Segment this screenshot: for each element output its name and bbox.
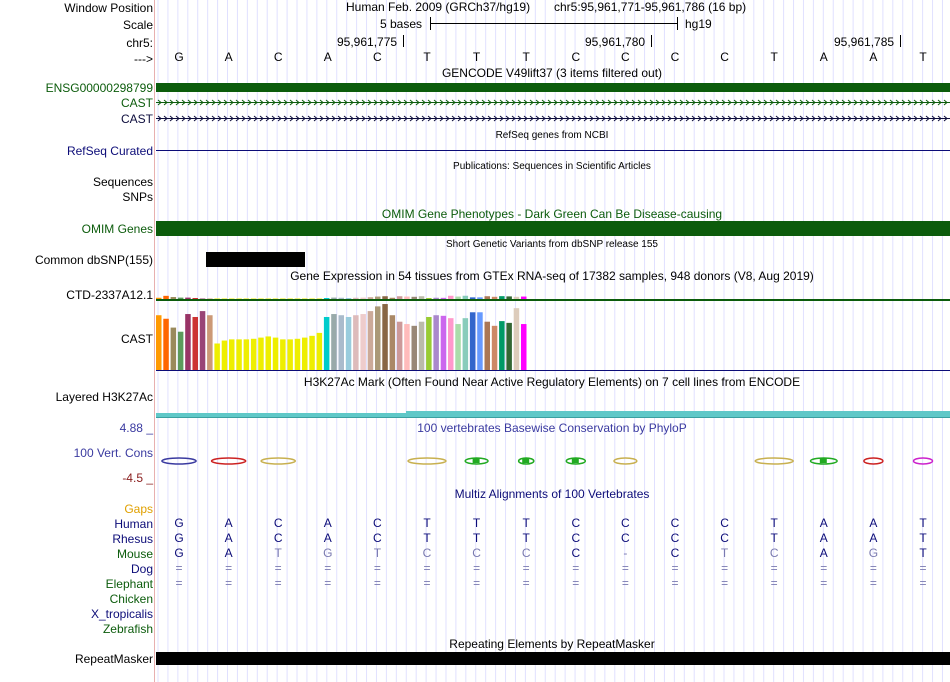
gtex-cast-label[interactable]: CAST [120,332,153,346]
base-letter: T [770,50,778,64]
multiz-base: T [472,516,481,530]
phylop-logo-mark[interactable] [212,458,246,464]
multiz-species-label[interactable]: X_tropicalis [90,607,153,621]
gtex-small-bar[interactable] [412,297,418,299]
phylop-logo[interactable] [156,454,950,468]
multiz-base: G [174,531,184,545]
gtex-small-bar[interactable] [324,298,330,299]
multiz-base: G [323,546,333,560]
gtex-small-bar[interactable] [200,299,206,300]
multiz-base: T [919,531,927,545]
multiz-base: C [521,546,531,560]
multiz-base: C [373,516,382,530]
multiz-base: = [423,561,431,575]
gtex-tissue-bar[interactable] [404,324,410,370]
multiz-base: C [373,531,382,545]
gtex-tissue-bar[interactable] [492,326,498,370]
base-letter: A [819,50,828,64]
multiz-base: = [225,561,233,575]
gencode-track-title[interactable]: GENCODE V49lift37 (3 items filtered out) [441,66,663,80]
base-letter: C [373,50,382,64]
pubs-track-title[interactable]: Publications: Sequences in Scientific Articles [453,161,651,172]
gtex-tissue-bar[interactable] [178,332,184,370]
phylop-logo-block [522,458,529,463]
base-letter: T [423,50,431,64]
gtex-small-bar[interactable] [382,296,388,299]
gtex-tissue-bar[interactable] [426,317,432,370]
gtex-small-bar[interactable] [280,299,286,300]
omim-track-title[interactable]: OMIM Gene Phenotypes - Dark Green Can Be Disease-causing [381,207,723,221]
gtex-small-bar[interactable] [244,299,250,300]
multiz-base: T [274,546,282,560]
phylop-logo-block [473,458,480,463]
gtex-tissue-bar[interactable] [156,315,162,370]
gtex-tissue-bar[interactable] [463,318,469,370]
gtex-tissue-bar[interactable] [331,314,337,370]
gencode-cast-1-feature[interactable] [156,97,950,108]
gtex-tissue-bar[interactable] [214,343,220,370]
base-letter: A [224,50,233,64]
gtex-small-bar[interactable] [521,297,527,299]
base-letter: C [571,50,581,64]
gtex-small-bar[interactable] [404,297,410,299]
multiz-base: C [720,516,729,530]
gtex-small-bar[interactable] [317,299,323,300]
multiz-base: T [423,531,431,545]
gtex-small-bar[interactable] [273,299,279,300]
phylop-max-label: 4.88 _ [119,421,153,435]
omim-genes-label[interactable]: OMIM Genes [81,222,153,236]
pubs-sequences-label[interactable]: Sequences [92,175,153,189]
gtex-small-bar[interactable] [171,297,177,299]
multiz-base: = [770,561,778,575]
gtex-tissue-bar[interactable] [477,312,483,370]
gtex-small-bar[interactable] [463,296,469,299]
multiz-base: = [820,576,828,590]
multiz-base: C [571,516,581,530]
gtex-tissue-bar[interactable] [207,315,213,370]
multiz-base: = [225,576,233,590]
gtex-tissue-bar[interactable] [455,324,461,370]
multiz-base: = [671,576,679,590]
gtex-cast-bars[interactable] [156,300,950,370]
multiz-base: T [919,546,927,560]
phylop-logo-mark[interactable] [408,458,446,464]
multiz-base: C [273,531,283,545]
multiz-base: A [819,516,828,530]
multiz-base: G [174,546,184,560]
base-letter: A [869,50,878,64]
window-position-label: Window Position [64,1,153,15]
scale-db: hg19 [685,17,712,31]
gtex-tissue-bar[interactable] [506,323,512,370]
gtex-small-bar[interactable] [185,298,191,299]
coord-tick-1: 95,961,775 [337,35,398,49]
multiz-base: C [670,531,680,545]
multiz-base: T [919,516,927,530]
gtex-small-bar[interactable] [514,297,520,299]
multiz-base: = [621,561,629,575]
gtex-small-bar[interactable] [309,299,315,300]
pubs-snps-label[interactable]: SNPs [122,190,153,204]
gtex-tissue-bar[interactable] [273,338,279,370]
multiz-base: C [720,531,729,545]
gtex-tissue-bar[interactable] [448,318,454,370]
gtex-small-bar[interactable] [353,298,359,299]
gtex-tissue-bar[interactable] [266,336,272,370]
h3k27ac-label[interactable]: Layered H3K27Ac [55,390,153,404]
gtex-tissue-bar[interactable] [280,339,286,370]
multiz-base: = [919,576,927,590]
omim-gene-feature[interactable] [156,221,950,236]
base-letter: C [273,50,283,64]
gtex-small-bar[interactable] [375,297,381,299]
gtex-tissue-bar[interactable] [346,317,352,370]
phylop-label[interactable]: 100 Vert. Cons [73,446,153,460]
multiz-base: = [175,561,183,575]
gtex-tissue-bar[interactable] [171,328,177,370]
multiz-base: = [522,576,530,590]
gtex-small-bar[interactable] [390,298,396,299]
gtex-small-bar[interactable] [360,298,366,299]
gtex-small-bar[interactable] [477,297,483,299]
multiz-species-label[interactable]: Mouse [116,547,153,561]
multiz-base: = [175,576,183,590]
multiz-species-label[interactable]: Zebrafish [102,622,153,636]
multiz-base: C [670,546,680,560]
dbsnp-track-title[interactable]: Short Genetic Variants from dbSNP release 155 [446,239,658,250]
gtex-tissue-bar[interactable] [251,339,257,370]
phylop-logo-block [572,458,579,463]
gtex-tissue-bar[interactable] [324,317,330,370]
gtex-small-bar[interactable] [178,298,184,299]
gtex-small-bar[interactable] [441,298,447,299]
multiz-species-label[interactable]: Dog [130,562,153,576]
base-letter: G [174,50,184,64]
gtex-ctd-bars[interactable] [156,292,950,300]
gtex-tissue-bar[interactable] [258,338,264,370]
gtex-small-bar[interactable] [302,299,308,300]
multiz-base: = [671,561,679,575]
gtex-small-bar[interactable] [214,299,220,300]
base-letter: C [670,50,680,64]
gtex-cast-baseline [156,370,950,371]
multiz-species-label[interactable]: Elephant [105,577,153,591]
phylop-logo-mark[interactable] [864,458,883,464]
multiz-base: - [623,546,628,560]
gtex-tissue-bar[interactable] [419,322,425,370]
gtex-small-bar[interactable] [236,299,242,300]
multiz-base: C [273,516,283,530]
gtex-tissue-bar[interactable] [229,339,235,370]
gtex-small-bar[interactable] [339,298,345,299]
multiz-base: A [869,531,878,545]
multiz-base: C [422,546,432,560]
gtex-small-bar[interactable] [455,297,461,299]
multiz-base: = [373,576,381,590]
h3k27ac-signal-edge [156,417,950,418]
gtex-small-bar[interactable] [266,299,272,300]
multiz-base: C [571,546,581,560]
refseq-track-title[interactable]: RefSeq genes from NCBI [495,130,609,141]
phylop-logo-mark[interactable] [914,458,933,464]
coord-tick-mark-3 [900,35,901,47]
gtex-tissue-bar[interactable] [193,317,199,370]
gtex-small-bar[interactable] [193,298,199,299]
dbsnp-label[interactable]: Common dbSNP(155) [34,253,153,267]
gtex-tissue-bar[interactable] [317,333,323,370]
gtex-small-bar[interactable] [506,296,512,299]
multiz-base: = [324,576,332,590]
multiz-base: = [820,561,828,575]
scale-label: Scale [122,18,153,32]
gtex-tissue-bar[interactable] [287,339,293,370]
multiz-base: C [621,516,630,530]
gtex-tissue-bar[interactable] [514,308,520,370]
base-letter: C [621,50,630,64]
repeatmasker-track-title[interactable]: Repeating Elements by RepeatMasker [449,637,655,651]
gtex-tissue-bar[interactable] [339,315,345,370]
phylop-logo-mark[interactable] [755,458,793,464]
multiz-base: = [869,576,877,590]
base-letter: T [472,50,481,64]
gtex-small-bar[interactable] [251,299,257,300]
phylop-min-label: -4.5 _ [122,471,153,485]
label-panel-divider [154,0,155,682]
scale-bar-right-tick [677,17,678,30]
multiz-base: C [472,546,481,560]
h3k27ac-signal-high [406,411,950,417]
gtex-tissue-bar[interactable] [244,339,250,370]
gtex-small-bar[interactable] [485,296,491,299]
multiz-species-label[interactable]: Human [114,517,153,531]
multiz-base: T [770,531,778,545]
gtex-small-bar[interactable] [433,298,439,299]
multiz-base: T [522,516,530,530]
coord-tick-mark-1 [403,35,404,47]
multiz-base: = [721,561,729,575]
gtex-small-bar[interactable] [492,297,498,299]
gtex-small-bar[interactable] [368,297,374,299]
gtex-tissue-bar[interactable] [222,341,228,370]
gtex-small-bar[interactable] [331,298,337,299]
multiz-base: C [670,516,680,530]
h3k27ac-signal-low [156,413,406,417]
base-letter: T [919,50,927,64]
multiz-base: = [522,561,530,575]
multiz-base: T [373,546,382,560]
multiz-base: T [720,546,729,560]
gtex-tissue-bar[interactable] [368,311,374,370]
strand-arrow-label: ---> [134,52,153,66]
multiz-base: G [868,546,879,560]
phylop-logo-mark[interactable] [614,458,637,464]
gtex-tissue-bar[interactable] [441,316,447,370]
multiz-base: A [224,516,233,530]
refseq-curated-line[interactable] [156,150,950,151]
gtex-small-bar[interactable] [287,299,293,300]
multiz-base: = [621,576,629,590]
multiz-species-label[interactable]: Chicken [109,592,153,606]
gtex-tissue-bar[interactable] [353,315,359,370]
gtex-tissue-bar[interactable] [185,314,191,370]
gtex-track-title[interactable]: Gene Expression in 54 tissues from GTEx RNA-seq of 17382 samples, 948 donors (V8, Aug 2019) [290,269,814,283]
h3k27ac-track-title[interactable]: H3K27Ac Mark (Often Found Near Active Regulatory Elements) on 7 cell lines from ENCODE [303,375,801,389]
gtex-small-bar[interactable] [499,296,505,299]
multiz-base: T [472,531,481,545]
multiz-base: T [770,516,778,530]
base-letter: A [323,50,332,64]
gtex-tissue-bar[interactable] [236,339,242,370]
coord-tick-mark-2 [651,35,652,47]
position-text: chr5:95,961,771-95,961,786 (16 bp) [554,0,747,14]
gtex-tissue-bar[interactable] [390,315,396,370]
gtex-small-bar[interactable] [419,296,425,299]
gtex-tissue-bar[interactable] [200,311,206,370]
gtex-tissue-bar[interactable] [302,338,308,370]
gtex-tissue-bar[interactable] [163,319,169,370]
coord-tick-2: 95,961,780 [585,35,646,49]
gencode-item-cast-1[interactable]: CAST [120,96,153,110]
gtex-tissue-bar[interactable] [360,314,366,370]
gencode-item-ensg[interactable]: ENSG00000298799 [45,81,153,95]
gtex-small-bar[interactable] [295,299,301,300]
base-letter: T [522,50,530,64]
multiz-base: = [572,576,580,590]
chr-label: chr5: [126,36,153,50]
refseq-curated-label[interactable]: RefSeq Curated [66,144,153,158]
gtex-tissue-bar[interactable] [382,304,388,370]
repeatmasker-label[interactable]: RepeatMasker [74,652,153,666]
gtex-small-bar[interactable] [163,296,169,299]
gtex-tissue-bar[interactable] [295,339,301,370]
multiz-base: = [324,561,332,575]
gtex-tissue-bar[interactable] [412,326,418,370]
assembly-text: Human Feb. 2009 (GRCh37/hg19) [346,0,531,14]
multiz-base: T [423,516,431,530]
multiz-track-title[interactable]: Multiz Alignments of 100 Vertebrates [454,487,650,501]
repeatmasker-feature[interactable] [156,652,950,665]
phylop-track-title[interactable]: 100 vertebrates Basewise Conservation by PhyloP [417,421,687,435]
gtex-tissue-bar[interactable] [485,322,491,370]
multiz-base: A [819,546,828,560]
multiz-base: C [621,531,630,545]
multiz-base: = [721,576,729,590]
gtex-small-bar[interactable] [207,299,213,300]
scale-text: 5 bases [380,17,423,31]
multiz-base: A [224,531,233,545]
multiz-species-label[interactable]: Rhesus [112,532,153,546]
multiz-base: A [224,546,233,560]
gtex-small-bar[interactable] [222,299,228,300]
multiz-base: = [869,561,877,575]
gtex-ctd-label[interactable]: CTD-2337A12.1 [66,288,153,302]
gencode-cast-2-feature[interactable] [156,113,950,124]
multiz-base: = [274,576,282,590]
multiz-base: = [274,561,282,575]
gtex-small-bar[interactable] [470,297,476,299]
multiz-base: A [323,516,332,530]
scale-bar-left-tick [430,17,431,30]
multiz-base: = [423,576,431,590]
scale-bar [430,23,678,24]
coord-tick-3: 95,961,785 [834,35,895,49]
base-letter: C [720,50,729,64]
gtex-tissue-bar[interactable] [309,336,315,370]
gtex-tissue-bar[interactable] [433,315,439,370]
multiz-base: = [373,561,381,575]
multiz-base: T [522,531,530,545]
multiz-base: = [572,561,580,575]
multiz-base: C [769,546,779,560]
multiz-base: A [869,516,878,530]
gtex-small-bar[interactable] [426,298,432,299]
phylop-logo-mark[interactable] [261,458,295,464]
gtex-small-bar[interactable] [258,299,264,300]
dbsnp-variant-feature[interactable] [206,252,305,267]
multiz-base: A [323,531,332,545]
multiz-base: = [919,561,927,575]
gtex-small-bar[interactable] [156,298,162,299]
multiz-base: = [473,561,481,575]
multiz-base: = [473,576,481,590]
multiz-base: = [770,576,778,590]
phylop-logo-mark[interactable] [162,458,196,464]
gencode-item-cast-2[interactable]: CAST [120,112,153,126]
multiz-gaps-label[interactable]: Gaps [124,502,153,516]
gtex-tissue-bar[interactable] [499,321,505,370]
gtex-tissue-bar[interactable] [397,322,403,370]
gtex-tissue-bar[interactable] [521,324,527,370]
multiz-base: C [571,531,581,545]
gtex-small-bar[interactable] [346,298,352,299]
gtex-tissue-bar[interactable] [470,312,476,370]
gtex-small-bar[interactable] [229,299,235,300]
multiz-base: A [819,531,828,545]
gencode-ensg-feature[interactable] [156,83,950,92]
gtex-small-bar[interactable] [397,296,403,299]
gtex-tissue-bar[interactable] [375,306,381,370]
multiz-base: G [174,516,184,530]
h3k27ac-signal[interactable] [156,408,950,420]
gtex-small-bar[interactable] [448,296,454,299]
phylop-logo-block [820,458,827,463]
